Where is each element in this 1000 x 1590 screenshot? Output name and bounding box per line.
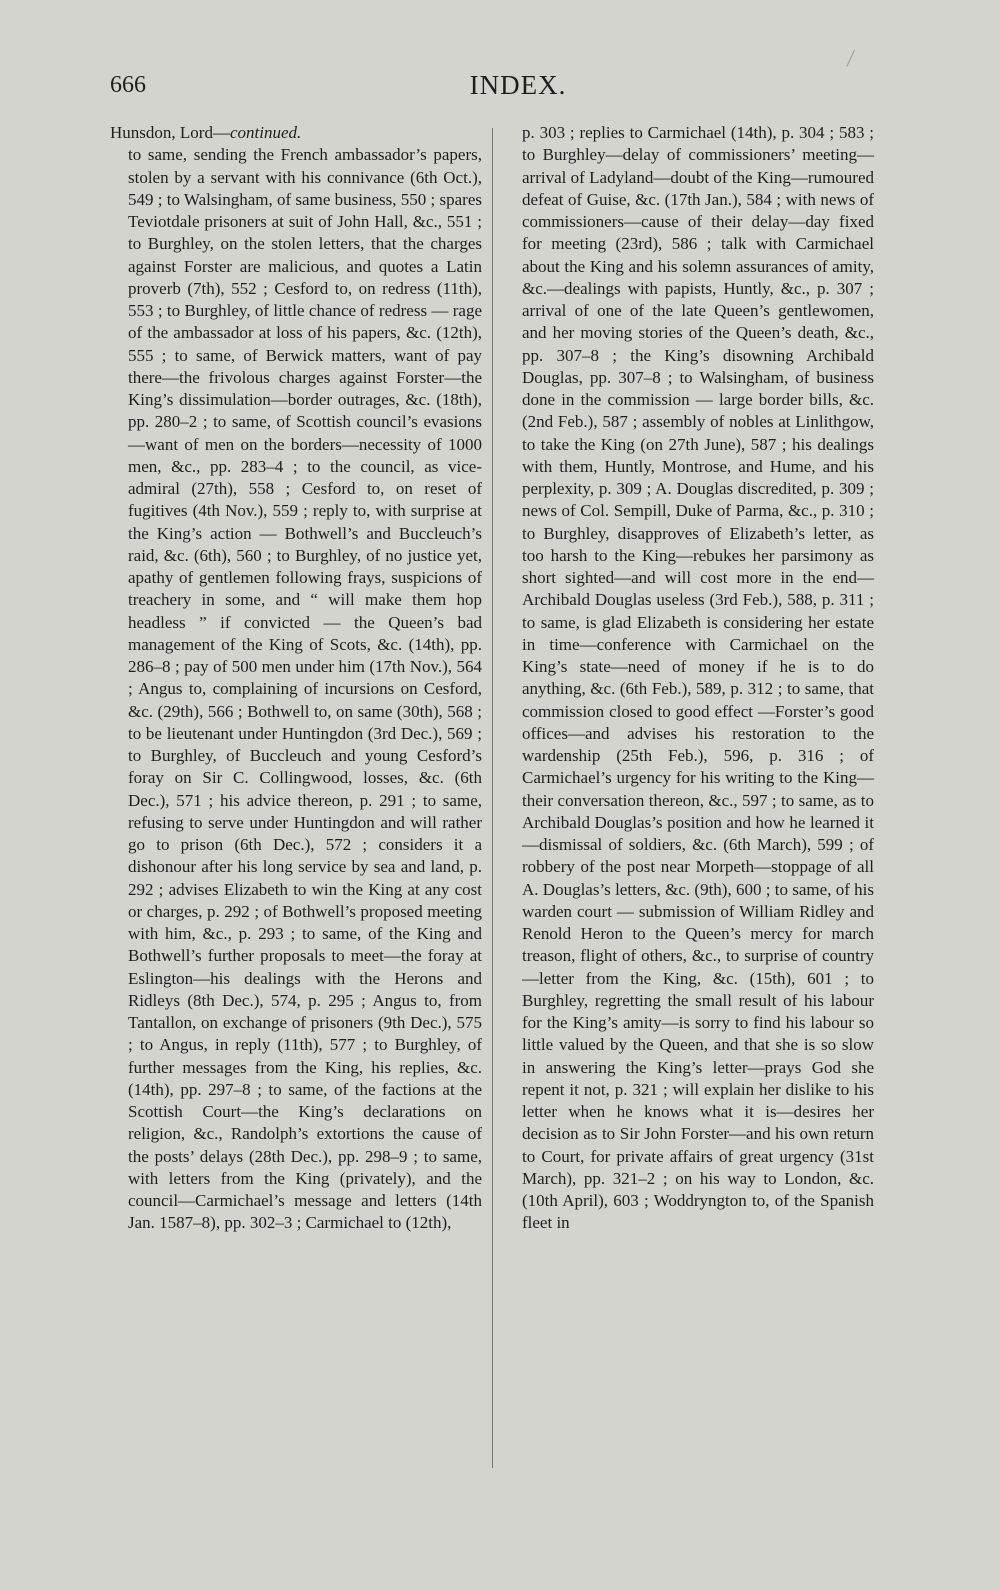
- entry-heading: [110, 122, 482, 144]
- right-column: [522, 122, 874, 1235]
- column-divider: [492, 128, 493, 1468]
- pencil-mark: [846, 50, 858, 68]
- running-head: INDEX.: [469, 70, 567, 100]
- left-column-text: to same, sending the French ambassador’s papers, stolen by a servant with his connivance (6th Oct.), 549 ; to Walsingham, of same business, 550 ; spares Teviotdale prisoners at suit of John Hall, &c., 551 ; to Burghley, on the stolen letters, that the charges against Forster are malicious, and quotes a Latin proverb (7th), 552 ; Cesford to, on redress (11th), 553 ; to Burghley, of little chance of redress — rage of the ambassador at loss of his papers, &c. (12th), 555 ; to same, of Berwick matters, want of pay there—the frivolous charges against Forster—the King’s dissimulation—border outrages, &c. (18th), pp. 280–2 ; to same, of Scottish council’s evasions—want of men on the borders—necessity of 1000 men, &c., pp. 283–4 ; to the council, as vice-admiral (27th), 558 ; Cesford to, on reset of fugitives (4th Nov.), 559 ; reply to, with surprise at the King’s action — Bothwell’s and Buccleuch’s raid, &c. (6th), 560 ; to Burghley, of no justice yet, apathy of gentlemen following frays, suspicions of treachery in some, and “ will make them hop headless ” if convicted — the Queen’s bad management of the King of Scots, &c. (14th), pp. 286–8 ; pay of 500 men under him (17th Nov.), 564 ; Angus to, complaining of incursions on Cesford, &c. (29th), 566 ; Bothwell to, on same (30th), 568 ; to be lieutenant under Huntingdon (3rd Dec.), 569 ; to Burghley, of Buccleuch and young Cesford’s foray on Sir C. Collingwood, losses, &c. (6th Dec.), 571 ; his advice thereon, p. 291 ; to same, refusing to serve under Huntingdon and will rather go to prison (6th Dec.), 572 ; considers it a dishonour after his long service by sea and land, p. 292 ; advises Elizabeth to win the King at any cost or charges, p. 292 ; of Bothwell’s proposed meeting with him, &c., p. 293 ; to same, of the King and Bothwell’s further proposals to meet—the foray at Eslington—his dealings with the Herons and Ridleys (8th Dec.), 574, p. 295 ; Angus to, from Tantallon, on exchange of prisoners (9th Dec.), 575 ; to Angus, in reply (11th), 577 ; to Burghley, of further messages from the King, his replies, &c. (14th), pp. 297–8 ; to same, of the factions at the Scottish Court—the King’s declarations on religion, &c., Randolph’s extortions the cause of the posts’ delays (28th Dec.), pp. 298–9 ; to same, with letters from the King (privately), and the council—Carmichael’s message and letters (14th Jan. 1587–8), pp. 302–3 ; Carmichael to (12th),: [128, 145, 482, 1233]
- left-column: [110, 122, 482, 1235]
- page-number: 666: [110, 72, 146, 98]
- right-column-text: p. 303 ; replies to Carmichael (14th), p. 304 ; 583 ; to Burghley—delay of commissioners’ meeting—arrival of Ladyland—doubt of the King—rumoured defeat of Guise, &c. (17th Jan.), 584 ; with news of commissioners—cause of their delay—day fixed for meeting (23rd), 586 ; talk with Carmichael about the King and his solemn assurances of amity, &c.—dealings with papists, Huntly, &c., p. 307 ; arrival of one of the late Queen’s gentlewomen, and her moving stories of the Queen’s death, &c., pp. 307–8 ; the King’s disowning Archibald Douglas, pp. 307–8 ; to Walsingham, of business done in the commission — large border bills, &c. (2nd Feb.), 587 ; assembly of nobles at Linlithgow, to take the King (on 27th June), 587 ; his dealings with them, Huntly, Montrose, and Hume, and his perplexity, p. 309 ; A. Douglas discredited, p. 309 ; news of Col. Sempill, Duke of Parma, &c., p. 310 ; to Burghley, disapproves of Elizabeth’s letter, as too harsh to the King—rebukes her parsimony as short sighted—and will cost more in the end—Archibald Douglas useless (3rd Feb.), 588, p. 311 ; to same, is glad Elizabeth is considering her estate in time—conference with Carmichael on the King’s state—need of money if he is to do anything, &c. (6th Feb.), 589, p. 312 ; to same, that commission closed to good effect —Forster’s good offices—and advises his restoration to the wardenship (25th Feb.), 596, p. 316 ; of Carmichael’s urgency for his writing to the King—their conversation thereon, &c., 597 ; to same, as to Archibald Douglas’s position and how he learned it—dismissal of soldiers, &c. (6th March), 599 ; of robbery of the post near Morpeth—stoppage of all A. Douglas’s letters, &c. (9th), 600 ; to same, of his warden court — submission of William Ridley and Renold Heron to the Queen’s mercy for march treason, flight of others, &c., to surprise of country—letter from the King, &c. (15th), 601 ; to Burghley, regretting the small result of his labour for the King’s amity—is sorry to find his labour so little valued by the Queen, and that she is so slow in answering the King’s letter—prays God she repent it not, p. 321 ; will explain her dislike to his letter when he knows what it is—desires her decision as to Sir John Forster—and his own return to Court, for private affairs of great urgency (31st March), pp. 321–2 ; on his way to London, &c. (10th April), 603 ; Woddryngton to, of the Spanish fleet in: [522, 123, 874, 1233]
- entry-heading-continued: continued.: [229, 123, 302, 142]
- entry-heading-name: Hunsdon, Lord—: [110, 123, 230, 142]
